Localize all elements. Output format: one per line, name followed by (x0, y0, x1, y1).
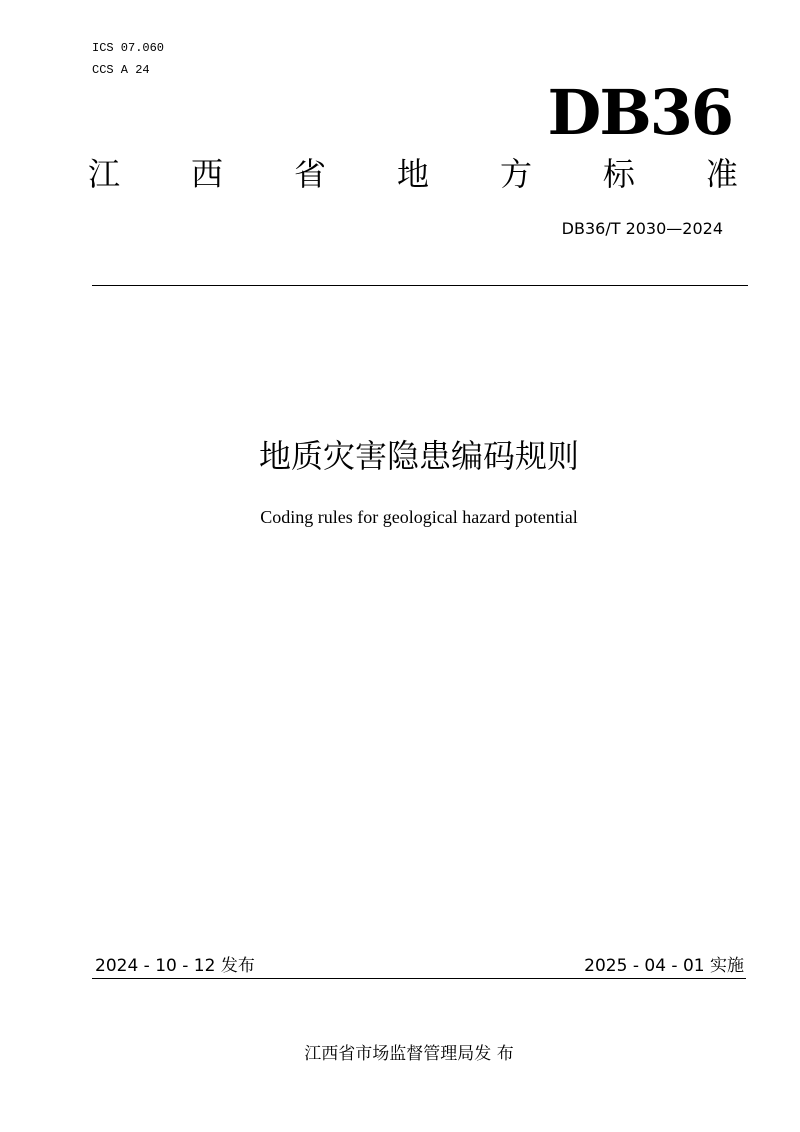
publisher: 江西省市场监督管理局发 布 (304, 1044, 514, 1064)
ccs-code: CCS A 24 (92, 63, 150, 77)
standard-type-char: 江 (88, 155, 121, 193)
db36-logo: DB36 (547, 76, 732, 149)
standard-type-char: 准 (705, 155, 738, 193)
document-title-cn: 地质灾害隐患编码规则 (258, 437, 579, 475)
issue-date: 2024 - 10 - 12 发布 (95, 956, 255, 976)
standard-type-char: 地 (396, 155, 429, 193)
standard-type-char: 方 (499, 155, 532, 193)
implementation-date: 2025 - 04 - 01 实施 (584, 956, 744, 976)
standard-type-heading (88, 152, 738, 196)
document-title-en: Coding rules for geological hazard potential (260, 507, 578, 527)
standard-type-char: 省 (293, 155, 326, 193)
top-divider (92, 285, 748, 286)
ics-code: ICS 07.060 (92, 41, 165, 55)
standard-type-char: 西 (190, 155, 223, 193)
standard-number: DB36/T 2030—2024 (561, 219, 723, 238)
bottom-divider (92, 978, 746, 979)
standard-type-char: 标 (602, 155, 635, 193)
